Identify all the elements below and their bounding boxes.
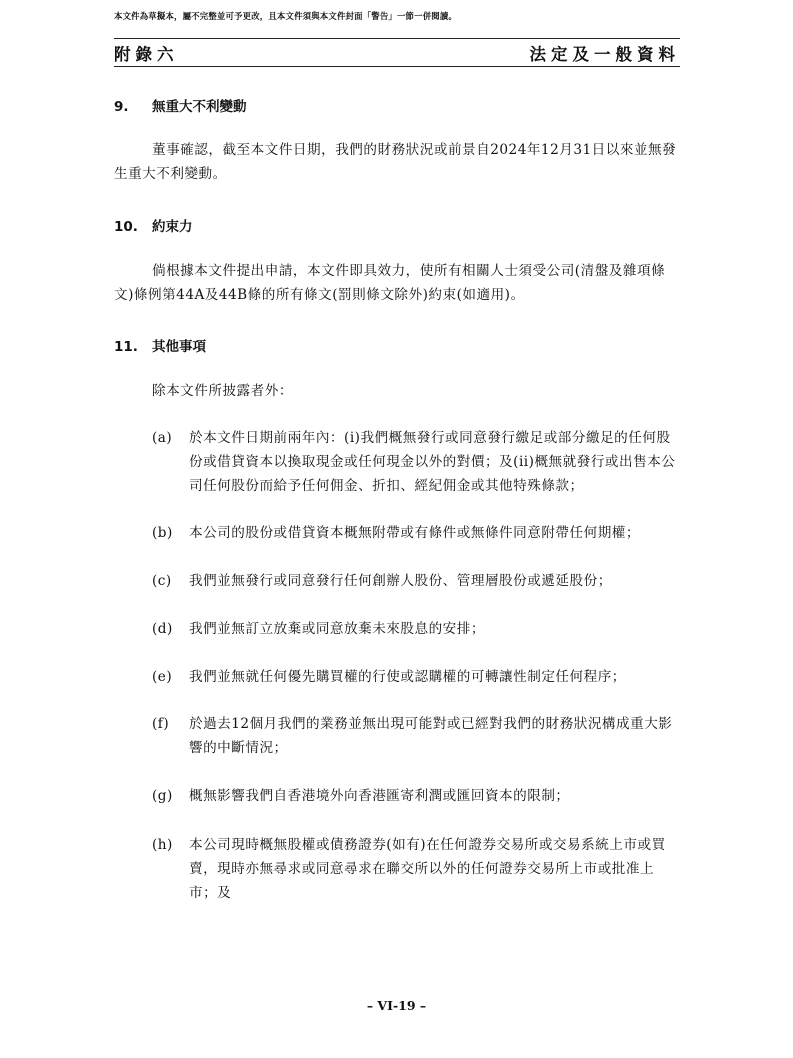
list-item-label: (d)	[152, 621, 173, 637]
list-item-d	[152, 617, 682, 641]
list-item-a	[152, 426, 682, 498]
section-9-heading	[114, 95, 247, 115]
section-heading-text: 約束力	[152, 219, 193, 235]
section-10-heading	[114, 215, 193, 235]
list-item-text: 本公司的股份或借貸資本概無附帶或有條件或無條件同意附帶任何期權；	[189, 525, 640, 541]
list-item-text: 於本文件日期前兩年內：(i)我們概無發行或同意發行繳足或部分繳足的任何股份或借貸資本以換取現金或任何現金以外的對價；及(ii)概無就發行或出售本公司任何股份而給予任何佣金、折扣、經紀佣金或其他特殊條款；	[189, 430, 676, 494]
list-item-text: 我們並無訂立放棄或同意放棄未來股息的安排；	[189, 621, 485, 637]
list-item-f	[152, 712, 682, 760]
appendix-title: 附錄六	[114, 45, 179, 64]
list-item-label: (c)	[152, 573, 172, 589]
list-item-label: (a)	[152, 430, 173, 446]
list-item-label: (g)	[152, 788, 173, 804]
list-item-text: 概無影響我們自香港境外向香港匯寄利潤或匯回資本的限制；	[189, 788, 570, 804]
list-item-label: (b)	[152, 525, 173, 541]
section-number: 10.	[114, 219, 138, 235]
list-item-c	[152, 569, 682, 593]
section-title: 法定及一般資料	[529, 45, 680, 64]
list-item-label: (f)	[152, 716, 170, 732]
list-item-g	[152, 784, 682, 808]
section-11-heading	[114, 335, 206, 355]
section-number: 9.	[114, 99, 129, 115]
list-item-e	[152, 665, 682, 689]
list-item-text: 本公司現時概無股權或債務證券(如有)在任何證券交易所或交易系統上市或買賣，現時亦無尋求或同意尋求在聯交所以外的任何證券交易所上市或批准上市；及	[189, 837, 666, 901]
header-rule-top	[114, 38, 680, 39]
list-item-b	[152, 521, 682, 545]
list-item-text: 於過去12個月我們的業務並無出現可能對或已經對我們的財務狀況構成重大影響的中斷情況；	[189, 716, 673, 756]
section-number: 11.	[114, 339, 138, 355]
header-rule-bottom	[114, 66, 680, 67]
list-item-h	[152, 833, 682, 905]
draft-notice: 本文件為草擬本，屬不完整並可予更改，且本文件須與本文件封面「警告」一節一併閱讀。	[114, 11, 457, 21]
list-item-label: (h)	[152, 837, 173, 853]
page-number: – VI-19 –	[366, 998, 427, 1013]
section-9-paragraph: 董事確認，截至本文件日期，我們的財務狀況或前景自2024年12月31日以來並無發生重大不利變動。	[114, 142, 677, 182]
list-item-label: (e)	[152, 669, 173, 685]
list-item-text: 我們並無發行或同意發行任何創辦人股份、管理層股份或遞延股份；	[189, 573, 612, 589]
section-10-paragraph: 倘根據本文件提出申請，本文件即具效力，使所有相關人士須受公司(清盤及雜項條文)條例第44A及44B條的所有條文(罰則條文除外)約束(如適用)。	[114, 263, 666, 303]
section-heading-text: 無重大不利變動	[152, 99, 247, 115]
list-item-text: 我們並無就任何優先購買權的行使或認購權的可轉讓性制定任何程序；	[189, 669, 626, 685]
section-11-intro: 除本文件所披露者外：	[152, 383, 293, 399]
section-heading-text: 其他事項	[152, 339, 206, 355]
